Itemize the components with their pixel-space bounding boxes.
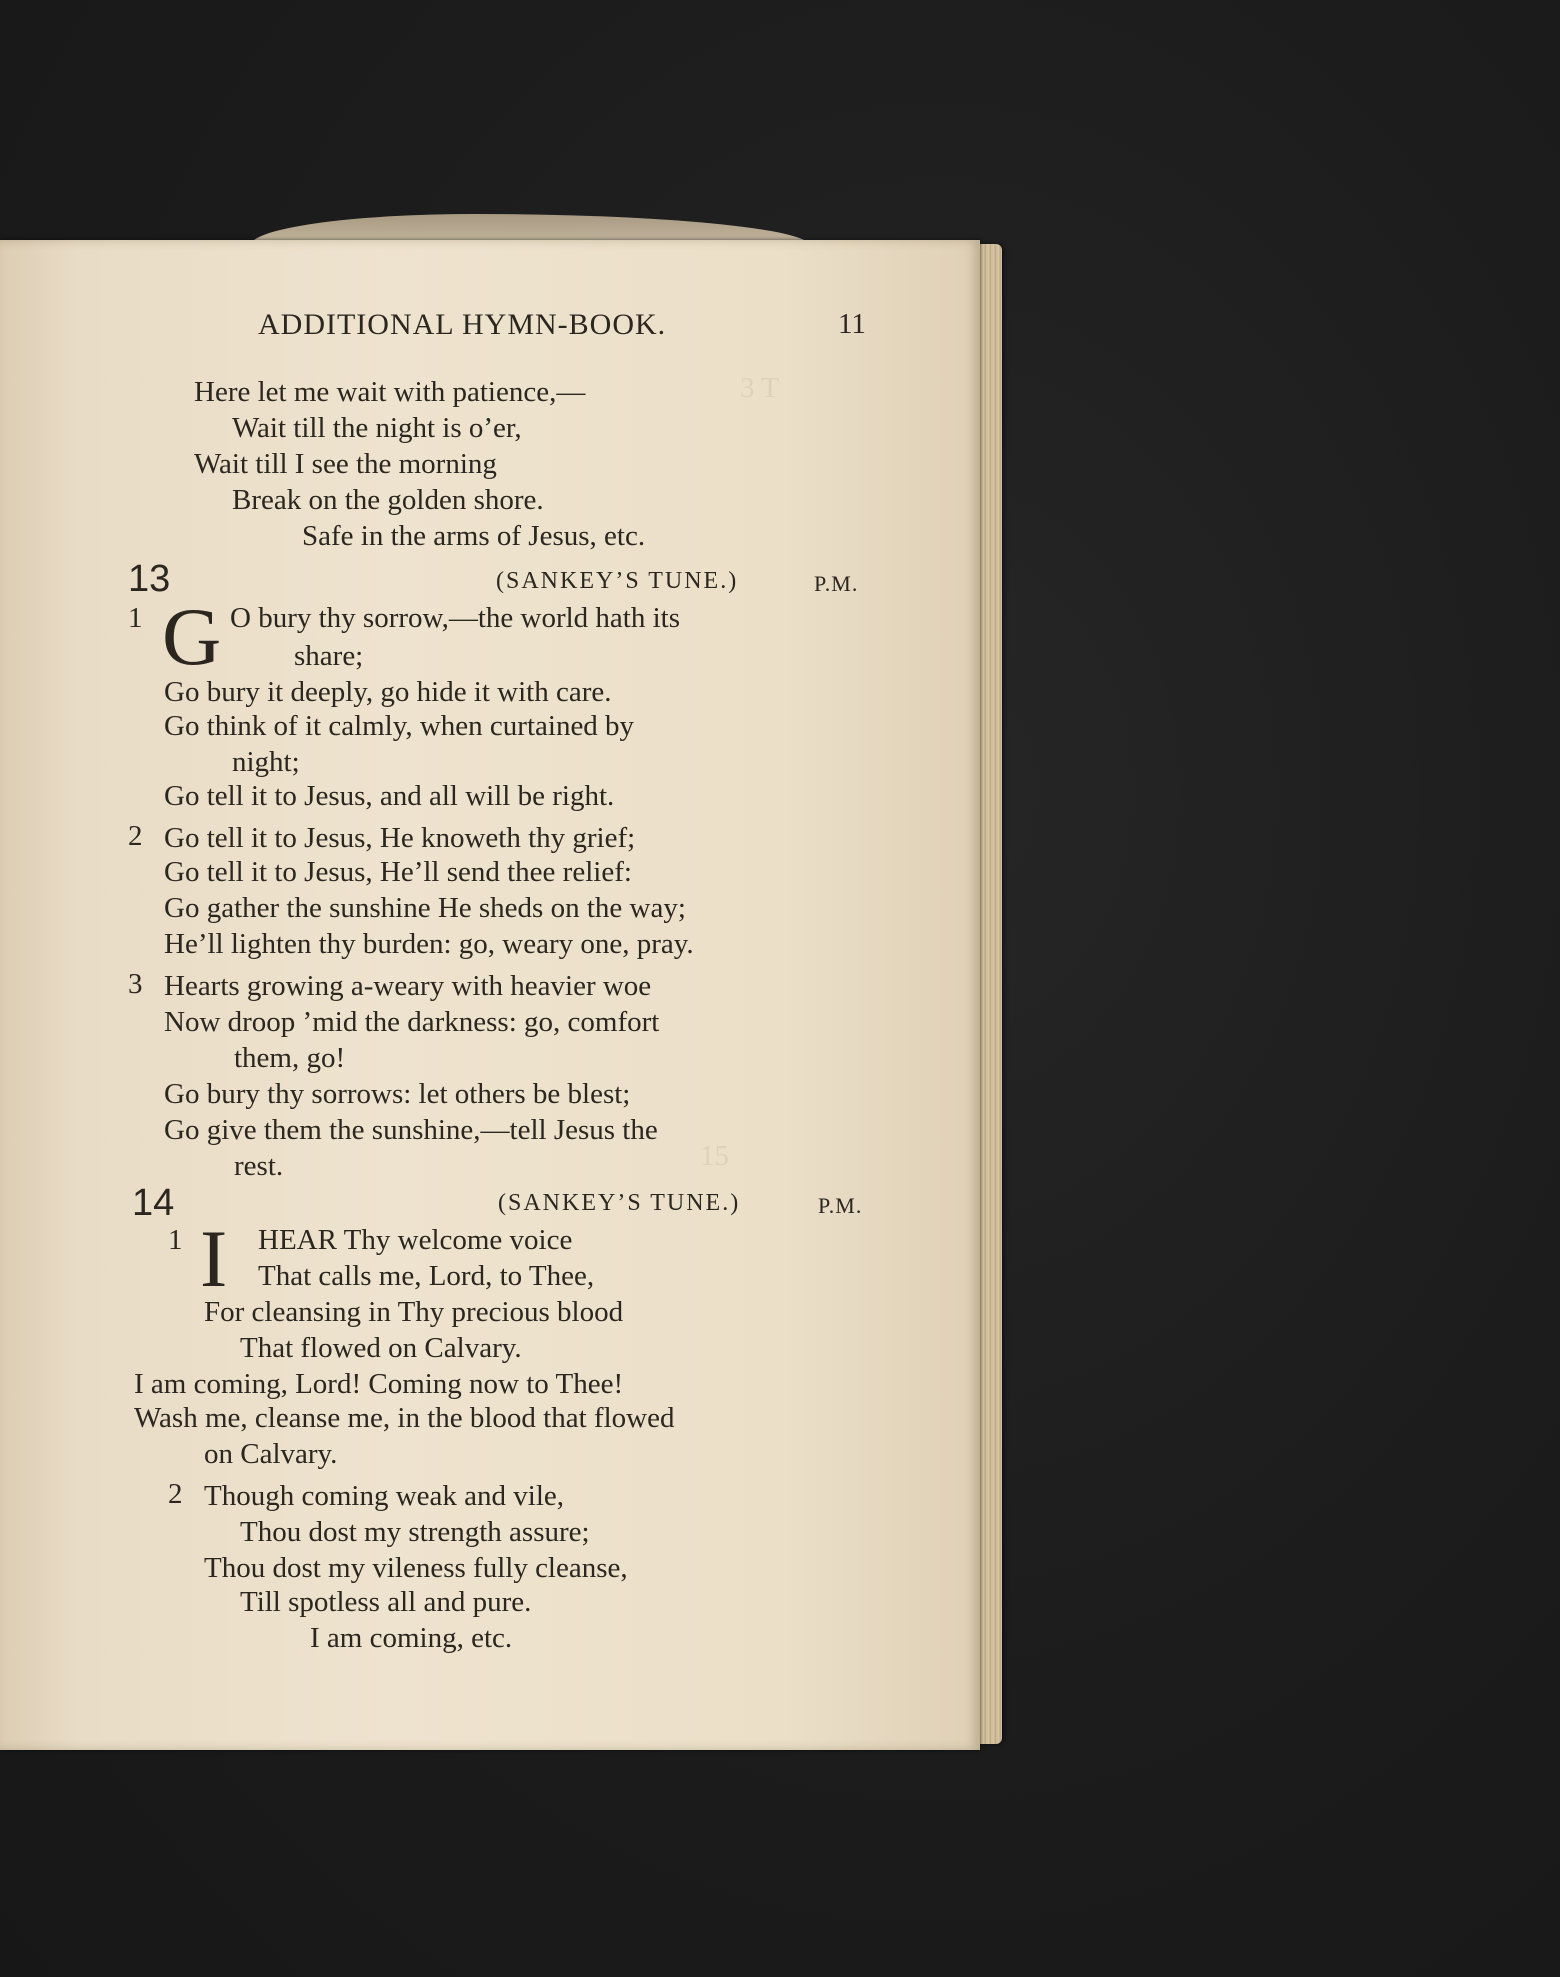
continuation-line: Wait till I see the morning: [194, 448, 497, 480]
stanza-number: 1: [168, 1224, 183, 1256]
verse-line: He’ll lighten thy burden: go, weary one, pray.: [164, 928, 694, 960]
drop-cap: I: [200, 1213, 228, 1304]
verse-refrain: I am coming, etc.: [310, 1622, 513, 1654]
chorus-line: Wash me, cleanse me, in the blood that flowed: [134, 1402, 675, 1434]
verse-line: rest.: [234, 1150, 284, 1182]
continuation-line: Wait till the night is o’er,: [232, 412, 522, 444]
stanza-number: 1: [128, 602, 143, 634]
verse-line: share;: [294, 640, 364, 672]
stanza-number: 3: [128, 968, 143, 1000]
verse-line: O bury thy sorrow,—the world hath its: [230, 602, 680, 634]
bleed-through-decoration: 3 T: [740, 372, 779, 404]
hymn-number: 14: [132, 1182, 175, 1224]
tune-name: (SANKEY’S TUNE.): [498, 1190, 741, 1216]
verse-line: Thou dost my strength assure;: [240, 1516, 590, 1548]
meter-label: P.M.: [818, 1193, 863, 1218]
verse-line: Go tell it to Jesus, He’ll send thee relief:: [164, 856, 632, 888]
verse-line: Go gather the sunshine He sheds on the way;: [164, 892, 686, 924]
verse-line: Go tell it to Jesus, and all will be right.: [164, 780, 615, 812]
verse-line: Hearts growing a-weary with heavier woe: [164, 970, 652, 1002]
verse-line: Now droop ’mid the darkness: go, comfort: [164, 1006, 660, 1038]
hymn-number: 13: [128, 558, 171, 600]
meter-label: P.M.: [814, 571, 859, 596]
verse-line: For cleansing in Thy precious blood: [204, 1296, 624, 1328]
verse-line: them, go!: [234, 1042, 346, 1074]
continuation-line: Break on the golden shore.: [232, 484, 544, 516]
verse-line: Go bury it deeply, go hide it with care.: [164, 676, 612, 708]
verse-line: That flowed on Calvary.: [240, 1332, 522, 1364]
verse-line: Go give them the sunshine,—tell Jesus the: [164, 1114, 658, 1146]
verse-line: Go think of it calmly, when curtained by: [164, 710, 635, 742]
verse-line: night;: [232, 746, 300, 778]
running-header: ADDITIONAL HYMN-BOOK.: [258, 308, 667, 341]
chorus-line: I am coming, Lord! Coming now to Thee!: [134, 1368, 624, 1400]
continuation-refrain: Safe in the arms of Jesus, etc.: [302, 520, 646, 552]
stanza-number: 2: [168, 1478, 183, 1510]
bleed-through-decoration: 15: [700, 1140, 729, 1172]
stanza-number: 2: [128, 820, 143, 852]
page-number: 11: [838, 308, 866, 340]
verse-line: That calls me, Lord, to Thee,: [258, 1260, 595, 1292]
verse-line: Go bury thy sorrows: let others be blest;: [164, 1078, 631, 1110]
chorus-line: on Calvary.: [204, 1438, 338, 1470]
continuation-line: Here let me wait with patience,—: [194, 376, 586, 408]
drop-cap: G: [162, 591, 222, 682]
verse-line: Thou dost my vileness fully cleanse,: [204, 1552, 628, 1584]
verse-line: HEAR Thy welcome voice: [258, 1224, 573, 1256]
verse-line: Though coming weak and vile,: [204, 1480, 564, 1512]
verse-line: Go tell it to Jesus, He knoweth thy grief;: [164, 822, 636, 854]
verse-line: Till spotless all and pure.: [240, 1586, 532, 1618]
tune-name: (SANKEY’S TUNE.): [496, 568, 739, 594]
